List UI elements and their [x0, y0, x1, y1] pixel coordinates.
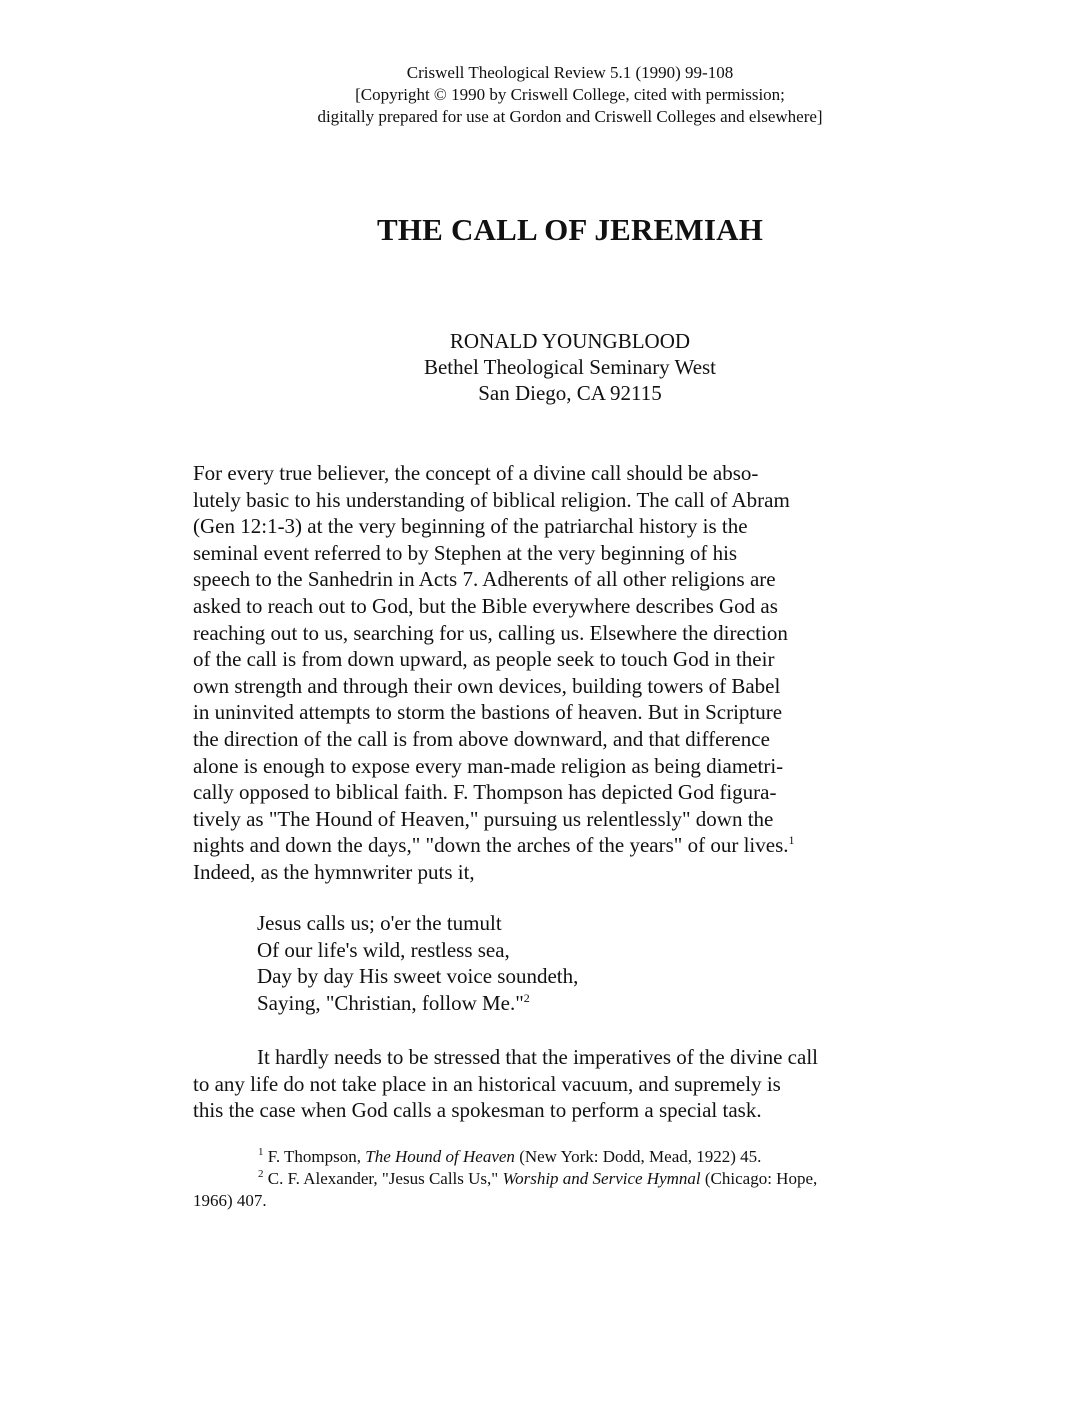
author-institution: Bethel Theological Seminary West [423, 355, 717, 379]
footnote-number: 2 [258, 1168, 264, 1180]
copyright-notice: [Copyright © 1990 by Criswell College, cited with permission; [355, 85, 785, 104]
footnotes [193, 1146, 913, 1212]
footnote-2 [193, 1168, 913, 1190]
paragraph-line: own strength and through their own devices, building towers of Babel [193, 673, 781, 698]
paragraph-line: lutely basic to his understanding of biblical religion. The call of Abram [193, 487, 790, 512]
paragraph-line: of the call is from down upward, as people seek to touch God in their [193, 647, 775, 672]
poem-line: Of our life's wild, restless sea, [257, 937, 510, 962]
paragraph-line: (Gen 12:1-3) at the very beginning of the patriarchal history is the [193, 514, 748, 539]
footnote-1 [193, 1146, 913, 1168]
footnote-ref-1[interactable]: 1 [788, 833, 795, 848]
author-name: RONALD YOUNGBLOOD [449, 329, 691, 353]
footnote-title: Worship and Service Hymnal [502, 1169, 701, 1188]
paragraph-line: cally opposed to biblical faith. F. Thompson has depicted God figura- [193, 780, 777, 805]
hymn-quote [257, 910, 857, 1016]
footnote-text: F. Thompson, [267, 1147, 366, 1166]
footnote-ref-2[interactable]: 2 [523, 990, 530, 1005]
poem-line-with-footnote [257, 990, 857, 1017]
journal-citation: Criswell Theological Review 5.1 (1990) 99-108 [406, 63, 734, 82]
footnote-2-continuation: 1966) 407. [193, 1191, 267, 1210]
poem-line-text: Saying, "Christian, follow Me." [257, 990, 524, 1015]
footnote-text: (Chicago: Hope, [700, 1169, 818, 1188]
digital-notice: digitally prepared for use at Gordon and Criswell Colleges and elsewhere] [317, 107, 823, 126]
paragraph-line-text: nights and down the days," "down the arches of the years" of our lives. [193, 833, 789, 858]
paragraph-line: this the case when God calls a spokesman to perform a special task. [193, 1098, 762, 1123]
poem-line: Day by day His sweet voice soundeth, [257, 964, 579, 989]
footnote-number: 1 [258, 1146, 264, 1158]
author-block [190, 328, 950, 406]
poem-line: Jesus calls us; o'er the tumult [257, 911, 502, 935]
footnote-title: The Hound of Heaven [365, 1147, 515, 1166]
paragraph-line: For every true believer, the concept of a divine call should be abso- [193, 461, 759, 485]
paragraph-line: the direction of the call is from above downward, and that difference [193, 726, 770, 751]
paragraph-line-with-footnote [193, 832, 913, 859]
paragraph-1 [193, 460, 913, 886]
article-title: THE CALL OF JEREMIAH [376, 212, 764, 247]
paragraph-2 [193, 1044, 913, 1124]
journal-header [190, 62, 950, 128]
author-location: San Diego, CA 92115 [478, 381, 662, 405]
paragraph-line: to any life do not take place in an historical vacuum, and supremely is [193, 1071, 781, 1096]
paragraph-line: tively as "The Hound of Heaven," pursuing us relentlessly" down the [193, 806, 774, 831]
footnote-text: C. F. Alexander, "Jesus Calls Us," [267, 1169, 503, 1188]
paragraph-line: It hardly needs to be stressed that the imperatives of the divine call [257, 1045, 818, 1069]
paragraph-line: speech to the Sanhedrin in Acts 7. Adherents of all other religions are [193, 567, 776, 592]
paragraph-line: seminal event referred to by Stephen at the very beginning of his [193, 540, 738, 565]
footnote-text: (New York: Dodd, Mead, 1922) 45. [514, 1147, 762, 1166]
paragraph-line: in uninvited attempts to storm the bastions of heaven. But in Scripture [193, 700, 783, 725]
paragraph-line: asked to reach out to God, but the Bible everywhere describes God as [193, 593, 778, 618]
paragraph-line: reaching out to us, searching for us, calling us. Elsewhere the direction [193, 620, 788, 645]
paragraph-line: Indeed, as the hymnwriter puts it, [193, 859, 475, 884]
paragraph-line: alone is enough to expose every man-made religion as being diametri- [193, 753, 784, 778]
